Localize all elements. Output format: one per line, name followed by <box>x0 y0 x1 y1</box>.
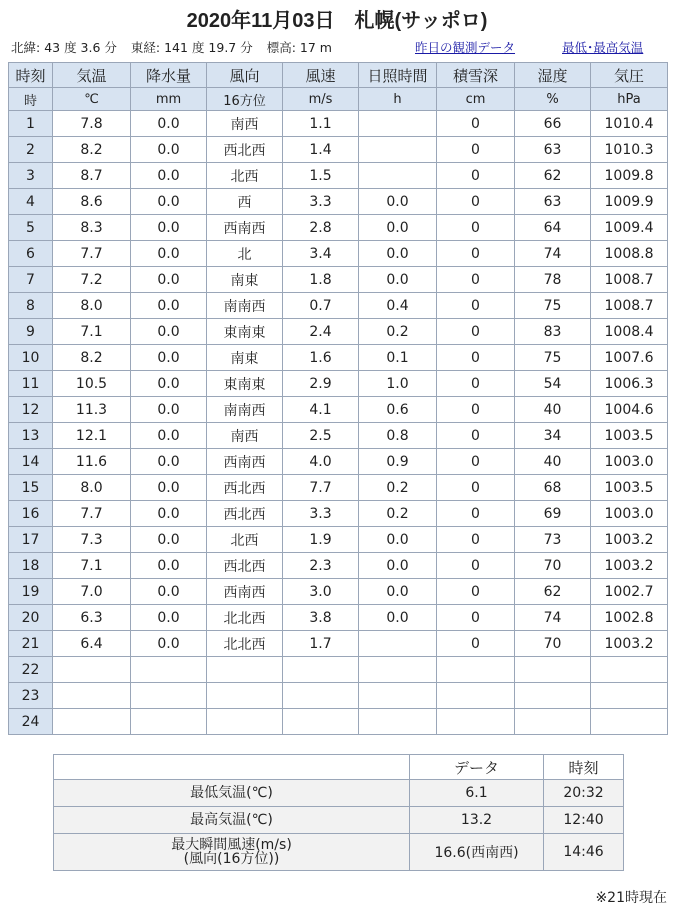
data-cell: 0.0 <box>359 527 437 553</box>
data-cell: 0.0 <box>359 605 437 631</box>
data-cell: 0 <box>437 241 515 267</box>
data-cell: 12.1 <box>53 423 131 449</box>
data-cell: 70 <box>515 631 591 657</box>
summary-col-time: 時刻 <box>544 755 624 780</box>
data-cell: 1002.8 <box>591 605 668 631</box>
data-cell: 1.7 <box>283 631 359 657</box>
summary-time: 20:32 <box>544 780 624 807</box>
data-cell: 10.5 <box>53 371 131 397</box>
data-cell: 1003.0 <box>591 501 668 527</box>
hour-cell: 22 <box>9 657 53 683</box>
table-row <box>9 137 668 163</box>
data-cell: 2.3 <box>283 553 359 579</box>
data-cell: 1003.5 <box>591 475 668 501</box>
data-cell: 8.3 <box>53 215 131 241</box>
data-cell: 0.0 <box>131 605 207 631</box>
summary-label: 最低気温(℃) <box>54 780 410 807</box>
data-cell: 0.0 <box>131 293 207 319</box>
hour-cell: 14 <box>9 449 53 475</box>
data-cell <box>283 683 359 709</box>
column-header: 湿度 <box>515 63 591 88</box>
data-cell <box>53 709 131 735</box>
data-cell <box>591 709 668 735</box>
hour-cell: 19 <box>9 579 53 605</box>
hour-cell: 16 <box>9 501 53 527</box>
data-cell: 0.0 <box>359 189 437 215</box>
data-cell <box>359 137 437 163</box>
data-cell: 南西 <box>207 423 283 449</box>
data-cell: 南南西 <box>207 397 283 423</box>
data-cell: 69 <box>515 501 591 527</box>
summary-value: 6.1 <box>410 780 544 807</box>
summary-label-line1: 最大瞬間風速(m/s) <box>171 837 292 853</box>
hour-cell: 4 <box>9 189 53 215</box>
data-cell: 73 <box>515 527 591 553</box>
data-cell: 0.0 <box>359 241 437 267</box>
data-cell: 7.0 <box>53 579 131 605</box>
data-cell <box>131 683 207 709</box>
hour-cell: 20 <box>9 605 53 631</box>
data-cell: 1008.4 <box>591 319 668 345</box>
data-cell: 0 <box>437 631 515 657</box>
data-cell: 南東 <box>207 345 283 371</box>
data-cell: 西南西 <box>207 449 283 475</box>
data-cell: 西南西 <box>207 215 283 241</box>
table-row <box>9 475 668 501</box>
column-header: 気圧 <box>591 63 668 88</box>
table-row <box>9 111 668 137</box>
data-cell: 7.7 <box>283 475 359 501</box>
data-cell: 0.0 <box>131 215 207 241</box>
summary-value: 13.2 <box>410 807 544 834</box>
column-unit: mm <box>131 88 207 111</box>
column-header: 風速 <box>283 63 359 88</box>
data-cell: 68 <box>515 475 591 501</box>
yesterday-data-link[interactable]: 昨日の観測データ <box>415 40 516 55</box>
data-cell: 西北西 <box>207 553 283 579</box>
data-cell <box>359 657 437 683</box>
data-cell <box>283 657 359 683</box>
table-row <box>9 423 668 449</box>
column-header: 風向 <box>207 63 283 88</box>
data-cell: 7.1 <box>53 319 131 345</box>
column-unit: ℃ <box>53 88 131 111</box>
hour-cell: 12 <box>9 397 53 423</box>
column-unit: 16方位 <box>207 88 283 111</box>
data-cell: 0.0 <box>131 267 207 293</box>
min-max-temp-link[interactable]: 最低･最高気温 <box>562 40 644 55</box>
data-cell: 1.8 <box>283 267 359 293</box>
data-cell: 75 <box>515 293 591 319</box>
data-cell: 2.8 <box>283 215 359 241</box>
column-header: 時刻 <box>9 63 53 88</box>
data-cell: 0.0 <box>131 371 207 397</box>
data-cell: 0.0 <box>131 631 207 657</box>
hour-cell: 23 <box>9 683 53 709</box>
data-cell: 0.0 <box>131 163 207 189</box>
summary-corner <box>54 755 410 780</box>
data-cell: 3.8 <box>283 605 359 631</box>
summary-value: 16.6(西南西) <box>410 834 544 871</box>
data-cell: 11.3 <box>53 397 131 423</box>
data-cell: 1009.9 <box>591 189 668 215</box>
data-cell: 北北西 <box>207 631 283 657</box>
data-cell: 0.0 <box>131 475 207 501</box>
data-cell: 8.7 <box>53 163 131 189</box>
hour-cell: 9 <box>9 319 53 345</box>
table-row <box>9 657 668 683</box>
hour-cell: 21 <box>9 631 53 657</box>
data-cell: 0.0 <box>359 553 437 579</box>
data-cell: 40 <box>515 397 591 423</box>
data-cell: 0 <box>437 189 515 215</box>
data-cell: 0.0 <box>131 189 207 215</box>
data-cell: 0.0 <box>359 215 437 241</box>
data-cell <box>437 709 515 735</box>
longitude-value: 141 度 19.7 分 <box>164 40 253 55</box>
data-cell: 3.4 <box>283 241 359 267</box>
altitude-label: 標高: <box>266 40 296 55</box>
data-cell: 1.6 <box>283 345 359 371</box>
altitude-value: 17 m <box>299 40 332 55</box>
data-cell: 3.3 <box>283 189 359 215</box>
header-row <box>9 63 668 88</box>
data-cell: 0.8 <box>359 423 437 449</box>
data-cell: 7.2 <box>53 267 131 293</box>
data-cell: 1003.2 <box>591 527 668 553</box>
summary-time: 14:46 <box>544 834 624 871</box>
hour-cell: 2 <box>9 137 53 163</box>
data-cell: 西北西 <box>207 475 283 501</box>
data-cell: 1008.7 <box>591 293 668 319</box>
data-cell: 0.0 <box>131 527 207 553</box>
data-cell: 西南西 <box>207 579 283 605</box>
data-cell <box>283 709 359 735</box>
data-cell <box>131 657 207 683</box>
data-cell: 64 <box>515 215 591 241</box>
station-info <box>11 38 671 58</box>
data-cell: 1003.0 <box>591 449 668 475</box>
data-cell <box>207 657 283 683</box>
hour-cell: 24 <box>9 709 53 735</box>
data-cell: 8.2 <box>53 137 131 163</box>
data-cell: 0 <box>437 553 515 579</box>
summary-table <box>53 754 624 871</box>
data-cell: 0 <box>437 449 515 475</box>
summary-row-max-gust <box>54 834 624 871</box>
data-cell: 西北西 <box>207 137 283 163</box>
table-row <box>9 501 668 527</box>
data-cell: 0 <box>437 371 515 397</box>
data-cell: 1.1 <box>283 111 359 137</box>
data-cell: 7.7 <box>53 241 131 267</box>
data-cell <box>359 683 437 709</box>
column-unit: 時 <box>9 88 53 111</box>
hourly-observation-table <box>8 62 668 735</box>
longitude-label: 東経: <box>130 40 161 55</box>
data-cell: 北西 <box>207 163 283 189</box>
summary-time: 12:40 <box>544 807 624 834</box>
data-cell: 0 <box>437 605 515 631</box>
table-row <box>9 449 668 475</box>
table-row <box>9 683 668 709</box>
data-cell <box>437 657 515 683</box>
hour-cell: 17 <box>9 527 53 553</box>
data-cell: 1003.2 <box>591 553 668 579</box>
table-row <box>9 215 668 241</box>
column-unit: m/s <box>283 88 359 111</box>
data-cell: 75 <box>515 345 591 371</box>
data-cell: 70 <box>515 553 591 579</box>
data-cell: 0.0 <box>131 423 207 449</box>
hour-cell: 11 <box>9 371 53 397</box>
data-cell: 4.1 <box>283 397 359 423</box>
data-cell: 0.0 <box>131 319 207 345</box>
data-cell: 0 <box>437 475 515 501</box>
table-row <box>9 163 668 189</box>
column-header: 積雪深 <box>437 63 515 88</box>
hour-cell: 8 <box>9 293 53 319</box>
data-cell: 1008.8 <box>591 241 668 267</box>
data-cell: 6.3 <box>53 605 131 631</box>
data-cell: 0 <box>437 527 515 553</box>
data-cell <box>131 709 207 735</box>
data-cell: 8.0 <box>53 475 131 501</box>
hour-cell: 3 <box>9 163 53 189</box>
table-row <box>9 397 668 423</box>
data-cell: 0.0 <box>131 553 207 579</box>
data-cell: 0.2 <box>359 475 437 501</box>
data-cell: 34 <box>515 423 591 449</box>
data-cell: 1010.3 <box>591 137 668 163</box>
data-cell <box>53 657 131 683</box>
table-row <box>9 371 668 397</box>
data-cell: 0.0 <box>131 137 207 163</box>
column-unit: % <box>515 88 591 111</box>
data-cell: 北北西 <box>207 605 283 631</box>
data-cell: 南南西 <box>207 293 283 319</box>
hour-cell: 10 <box>9 345 53 371</box>
hour-cell: 13 <box>9 423 53 449</box>
data-cell: 0 <box>437 163 515 189</box>
data-cell: 0.0 <box>131 397 207 423</box>
summary-col-data: データ <box>410 755 544 780</box>
data-cell <box>53 683 131 709</box>
data-cell: 7.1 <box>53 553 131 579</box>
latitude-label: 北緯: <box>11 40 41 55</box>
data-cell: 0 <box>437 319 515 345</box>
data-cell: 2.9 <box>283 371 359 397</box>
column-header: 気温 <box>53 63 131 88</box>
data-cell: 66 <box>515 111 591 137</box>
data-cell: 0.0 <box>359 267 437 293</box>
data-cell <box>515 657 591 683</box>
data-cell: 2.4 <box>283 319 359 345</box>
data-cell: 3.3 <box>283 501 359 527</box>
data-cell: 1.5 <box>283 163 359 189</box>
data-cell <box>207 709 283 735</box>
data-cell: 東南東 <box>207 371 283 397</box>
data-cell: 1008.7 <box>591 267 668 293</box>
data-cell: 7.3 <box>53 527 131 553</box>
data-cell: 0.1 <box>359 345 437 371</box>
column-header: 日照時間 <box>359 63 437 88</box>
data-cell: 0.7 <box>283 293 359 319</box>
data-cell: 78 <box>515 267 591 293</box>
data-cell: 1006.3 <box>591 371 668 397</box>
data-cell: 0.0 <box>131 111 207 137</box>
data-cell <box>591 683 668 709</box>
data-cell: 0.0 <box>131 579 207 605</box>
table-row <box>9 241 668 267</box>
data-cell: 南東 <box>207 267 283 293</box>
data-cell: 74 <box>515 605 591 631</box>
data-cell <box>359 111 437 137</box>
data-cell: 0.4 <box>359 293 437 319</box>
data-cell: 74 <box>515 241 591 267</box>
data-cell <box>515 709 591 735</box>
data-cell: 北 <box>207 241 283 267</box>
data-cell: 0 <box>437 111 515 137</box>
summary-label-line2: (風向(16方位)) <box>183 851 280 867</box>
column-unit: hPa <box>591 88 668 111</box>
data-cell: 2.5 <box>283 423 359 449</box>
data-cell: 西 <box>207 189 283 215</box>
data-cell: 0 <box>437 137 515 163</box>
data-cell: 東南東 <box>207 319 283 345</box>
data-cell <box>591 657 668 683</box>
column-header: 降水量 <box>131 63 207 88</box>
data-cell: 8.2 <box>53 345 131 371</box>
data-cell: 7.8 <box>53 111 131 137</box>
page-title: 2020年11月03日 札幌(サッポロ) <box>186 10 488 32</box>
table-row <box>9 631 668 657</box>
hour-cell: 6 <box>9 241 53 267</box>
data-cell <box>359 709 437 735</box>
table-row <box>9 579 668 605</box>
data-cell: 0.0 <box>131 501 207 527</box>
hour-cell: 5 <box>9 215 53 241</box>
column-unit: h <box>359 88 437 111</box>
table-row <box>9 319 668 345</box>
summary-row-min-temp <box>54 780 624 807</box>
data-cell: 1010.4 <box>591 111 668 137</box>
table-row <box>9 293 668 319</box>
data-cell: 40 <box>515 449 591 475</box>
data-cell: 0 <box>437 293 515 319</box>
data-cell: 1.4 <box>283 137 359 163</box>
data-cell <box>207 683 283 709</box>
data-cell: 6.4 <box>53 631 131 657</box>
data-cell: 南西 <box>207 111 283 137</box>
data-cell: 0 <box>437 397 515 423</box>
table-row <box>9 345 668 371</box>
data-cell: 0.9 <box>359 449 437 475</box>
data-cell: 1009.8 <box>591 163 668 189</box>
summary-row-max-temp <box>54 807 624 834</box>
data-cell: 0 <box>437 501 515 527</box>
data-cell: 1002.7 <box>591 579 668 605</box>
summary-label <box>54 834 410 871</box>
data-cell: 西北西 <box>207 501 283 527</box>
data-cell: 0 <box>437 267 515 293</box>
latitude-value: 43 度 3.6 分 <box>44 40 117 55</box>
data-cell: 7.7 <box>53 501 131 527</box>
data-cell: 0.2 <box>359 501 437 527</box>
data-cell: 1.0 <box>359 371 437 397</box>
data-cell: 北西 <box>207 527 283 553</box>
table-row <box>9 189 668 215</box>
data-cell: 1.9 <box>283 527 359 553</box>
data-cell: 11.6 <box>53 449 131 475</box>
data-cell: 8.6 <box>53 189 131 215</box>
data-cell: 0 <box>437 345 515 371</box>
data-cell: 4.0 <box>283 449 359 475</box>
data-cell <box>515 683 591 709</box>
hour-cell: 1 <box>9 111 53 137</box>
data-cell: 62 <box>515 163 591 189</box>
data-cell: 8.0 <box>53 293 131 319</box>
data-cell: 1003.2 <box>591 631 668 657</box>
data-cell: 83 <box>515 319 591 345</box>
hour-cell: 18 <box>9 553 53 579</box>
data-cell: 0 <box>437 215 515 241</box>
table-row <box>9 267 668 293</box>
table-row <box>9 527 668 553</box>
data-cell <box>359 631 437 657</box>
data-cell: 63 <box>515 189 591 215</box>
data-cell: 0.0 <box>131 449 207 475</box>
data-cell: 0.6 <box>359 397 437 423</box>
data-cell: 63 <box>515 137 591 163</box>
data-cell: 1004.6 <box>591 397 668 423</box>
data-cell: 0.0 <box>131 345 207 371</box>
table-row <box>9 553 668 579</box>
table-row <box>9 709 668 735</box>
hour-cell: 7 <box>9 267 53 293</box>
current-time-note: ※21時現在 <box>595 890 667 906</box>
hour-cell: 15 <box>9 475 53 501</box>
data-cell: 62 <box>515 579 591 605</box>
data-cell: 3.0 <box>283 579 359 605</box>
data-cell: 0.0 <box>131 241 207 267</box>
summary-label: 最高気温(℃) <box>54 807 410 834</box>
data-cell: 0.0 <box>359 579 437 605</box>
data-cell <box>437 683 515 709</box>
data-cell: 1003.5 <box>591 423 668 449</box>
data-cell: 1009.4 <box>591 215 668 241</box>
data-cell: 0 <box>437 423 515 449</box>
table-row <box>9 605 668 631</box>
data-cell: 0.2 <box>359 319 437 345</box>
column-unit: cm <box>437 88 515 111</box>
data-cell: 1007.6 <box>591 345 668 371</box>
data-cell: 54 <box>515 371 591 397</box>
data-cell <box>359 163 437 189</box>
unit-row <box>9 88 668 111</box>
data-cell: 0 <box>437 579 515 605</box>
